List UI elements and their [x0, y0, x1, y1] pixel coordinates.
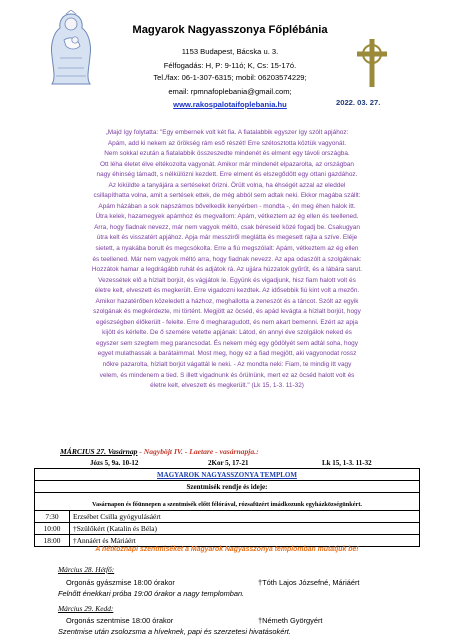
- bulletin-date: 2022. 03. 27.: [336, 98, 381, 107]
- gospel-line: egészségben élőkerült - felelte. Erre ő megharagudott, és nem akart bemenni. Ezért az apja: [96, 318, 358, 326]
- sunday-name: - Nagyböjt IV. - Laetare - vasárnapja.:: [137, 447, 259, 456]
- gospel-line: csillapíthatta volna, amit a sertések ettek, de még abból sem adtak neki. Ekkor magába szállt:: [93, 192, 361, 200]
- gospel-line: Amikor hazatérőben közeledett a házhoz, meghallotta a zeneszót és a táncot. Szólt az egyik: [95, 297, 359, 305]
- gospel-line: Apám házában a sok napszámos bővelkedik kenyérben - mondta -, én meg éhen halok itt.: [98, 202, 356, 210]
- gospel-line: életre kelt, elveszett és megkerült. Erre vigadozni kezdtek. Az idősebbik fiú kint volt a mezőn.: [94, 287, 360, 295]
- table-row: [35, 535, 420, 547]
- gospel-line: útra kelt és visszatért apjához. Apja már messziről meglátta és megesett rajta a szíve. Eléje: [96, 234, 358, 242]
- schedule-subtitle: Szentmisék rendje és ideje:: [35, 481, 420, 493]
- mass-time: 10:00: [35, 523, 70, 535]
- tuesday-extra: Szentmise után zsolozsma a híveknek, papi és szerzetesi hivatásokért.: [58, 627, 291, 636]
- gospel-line: nőkre pazarolta, hízlalt borjút vágattál le neki. - Az mondta neki: Fiam, te mindig itt vagy: [102, 361, 352, 369]
- day-heading-monday: Március 28. Hétfő:: [58, 565, 115, 574]
- day-heading-tuesday: Március 29. Kedd:: [58, 604, 114, 613]
- reading-2: 2Kor 5, 17-21: [208, 459, 249, 467]
- mass-schedule-table: [34, 468, 420, 547]
- mass-intention: Erzsébet Csilla gyógyulásáért: [70, 511, 420, 523]
- tuesday-mass-label: Orgonás szentmise 18:00 órakor: [66, 616, 174, 625]
- gospel-line: egyet mulathassak a barátaimmal. Most meg, hogy ez a fiad megjött, aki vagyonodat rossz: [97, 350, 357, 358]
- table-row: [35, 511, 420, 523]
- gospel-line: „Majd így folytatta: "Egy embernek volt két fia. A fiatalabbik egyszer így szólt apjához:: [105, 129, 349, 136]
- gospel-line: Arra, hogy fiadnak nevezz, már nem vagyok méltó, csak béreseid közé fogadj be. Csakugyan: [94, 223, 360, 231]
- gospel-line: Hozzátok hamar a legdrágább ruhát és adjátok rá. Az ujjára húzzatok gyűrűt, és a lábára sarut.: [91, 266, 363, 274]
- monday-mass: [58, 578, 398, 587]
- church-name: MAGYAROK NAGYASSZONYA TEMPLOM: [35, 469, 420, 481]
- gospel-line: Apám, add ki nekem az örökség rám eső részét! Erre szétosztotta köztük vagyonát.: [107, 139, 347, 147]
- mass-time: 18:00: [35, 535, 70, 547]
- gospel-line: szolgának és megkérdezte, mi történt. Megjött az öcséd, és apád levágta a hízlalt borjút, hogy: [93, 308, 361, 316]
- sunday-heading: [60, 447, 259, 456]
- monday-extra: Felnőtt énekkari próba 19:00 órakor a nagy templomban.: [58, 589, 245, 598]
- mass-intention: †Szülőkért (Katalin és Béla): [70, 523, 420, 535]
- rosary-note: Vasárnapon és főünnepen a szentmisék előtt félórával, rózsafüzért imádkozunk egyházközségünkért.: [35, 499, 420, 511]
- phone-line: Tel./fax: 06-1-307-6315; mobil: 06203574229;: [153, 73, 307, 82]
- sunday-date: MÁRCIUS 27. Vasárnap: [60, 447, 138, 456]
- parish-title: Magyarok Nagyasszonya Főplébánia: [132, 24, 328, 36]
- reading-1: Józs 5, 9a. 10-12: [90, 459, 139, 467]
- mass-intention: †Annáért és Máriáért: [70, 535, 420, 547]
- weekday-notice: A hétköznapi szentmiséket a Magyarok Nagyasszonya templomban mutatjuk be!: [95, 546, 359, 553]
- gospel-line: Az kiküldte a tanyájára a sertéseket őrizni. Örült volna, ha éhségét azzal az eleddel: [108, 181, 346, 189]
- gospel-line: Útra kelek, hazamegyek apámhoz és megvallom: Apám, vétkeztem az ég ellen és teellened.: [95, 213, 359, 221]
- monday-intention: †Tóth Lajos Józsefné, Máriáért: [258, 578, 360, 587]
- madonna-logo: [40, 10, 102, 86]
- gospel-line: egyszer sem szegtem meg parancsodat. És nekem még egy gödölyét sem adtál soha, hogy: [96, 339, 358, 347]
- gospel-line: Nem sokkal ezután a fiatalabbik összeszedte mindenét és elment egy távoli országba.: [104, 150, 350, 158]
- website-link[interactable]: www.rakospalotaifoplebania.hu: [173, 100, 287, 109]
- gospel-line: sietett, a nyakába borult és megcsókolta. Erre a fiú megszólalt: Apám, vétkeztem az ég ellen: [95, 245, 359, 253]
- gospel-line: nagy éhinség támadt, s nélkülözni kezdett. Erre elment és elszegődött egy ottani gazdához.: [96, 171, 358, 179]
- monday-mass-label: Orgonás gyászmise 18:00 órakor: [66, 578, 175, 587]
- email-line: email: rpmnafoplebania@gmail.com;: [168, 87, 292, 96]
- gospel-line: velem, és mindenem a tied. S illett vigadnunk és örülnünk, mert ez az öcséd halott volt és: [99, 371, 355, 379]
- gospel-text: [56, 128, 398, 392]
- gospel-line: és teellened. Már nem vagyok méltó arra, hogy fiadnak nevezz. Az apa odaszólt a szolgáknak:: [92, 255, 362, 263]
- tuesday-intention: †Németh Györgyért: [258, 616, 323, 625]
- tuesday-mass: [58, 616, 398, 625]
- mass-time: 7:30: [35, 511, 70, 523]
- reading-3: Lk 15, 1-3. 11-32: [322, 459, 372, 467]
- gospel-line: életre kelt, elveszett és megkerült." (Lk 15, 1-3. 11-32): [150, 382, 304, 390]
- table-row: [35, 523, 420, 535]
- gospel-line: kijött és kérlelte. De ő szemére vetette apjának: Látod, én annyi éve szolgálok neked és: [102, 329, 352, 337]
- gospel-line: Ott léha életet élve eltékozolta vagyonát. Amikor már mindenét elpazarolta, az országban: [99, 160, 355, 168]
- office-hours: Félfogadás: H, P: 9-11ó; K, Cs: 15-17ó.: [163, 61, 297, 70]
- gospel-line: Vezessétek elő a hízlalt borjút, és vágjátok le. Együnk és vigadjunk, hisz fiam halott volt és: [98, 276, 356, 284]
- address: 1153 Budapest, Bácska u. 3.: [181, 47, 279, 56]
